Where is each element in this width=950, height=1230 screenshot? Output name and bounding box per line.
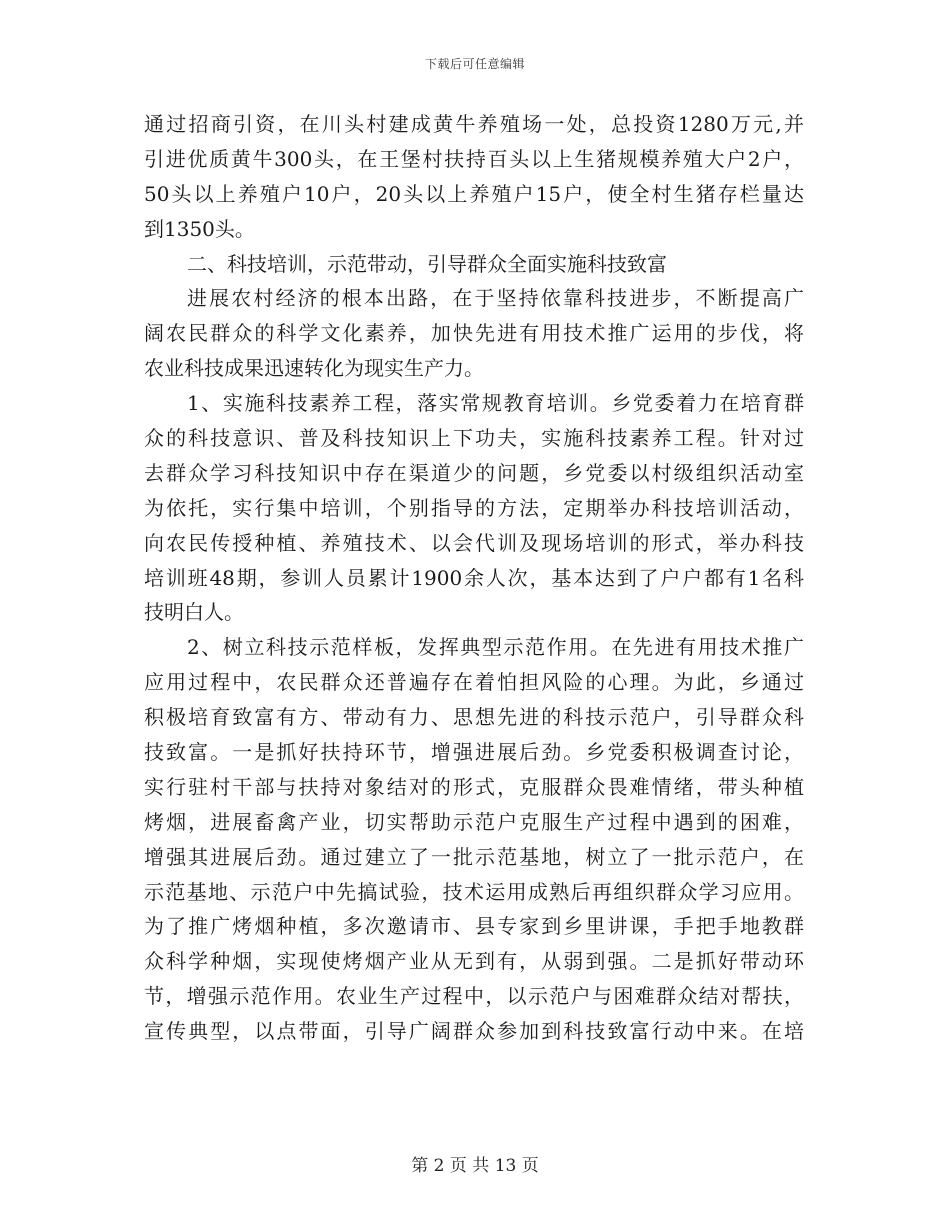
body-line: 2、树立科技示范样板，发挥典型示范作用。在先进有用技术推广 — [187, 635, 804, 660]
document-body — [144, 107, 804, 1049]
body-line: 技致富。一是抓好扶持环节，增强进展后劲。乡党委积极调查讨论， — [144, 740, 804, 765]
body-line: 烤烟，进展畜禽产业，切实帮助示范户克服生产过程中遇到的困难， — [144, 809, 804, 834]
body-line: 节，增强示范作用。农业生产过程中，以示范户与困难群众结对帮扶， — [144, 984, 804, 1009]
body-line: 通过招商引资，在川头村建成黄牛养殖场一处，总投资1280万元,并 — [144, 112, 804, 136]
body-line: 增强其进展后劲。通过建立了一批示范基地，树立了一批示范户，在 — [144, 844, 804, 869]
body-line: 技明白人。 — [144, 600, 244, 625]
body-line: 应用过程中，农民群众还普遍存在着怕担风险的心理。为此，乡通过 — [144, 670, 804, 695]
body-line: 1、实施科技素养工程，落实常规教育培训。乡党委着力在培育群 — [187, 391, 804, 416]
body-line: 阔农民群众的科学文化素养，加快先进有用技术推广运用的步伐，将 — [144, 321, 804, 346]
body-line: 进展农村经济的根本出路，在于坚持依靠科技进步，不断提高广 — [187, 286, 804, 311]
body-line: 引进优质黄牛300头，在王堡村扶持百头以上生猪规模养殖大户2户， — [144, 146, 804, 171]
body-line: 为依托，实行集中培训，个别指导的方法，定期举办科技培训活动， — [144, 495, 804, 520]
page-number-footer: 第 2 页 共 13 页 — [411, 1156, 539, 1176]
page-header: 下载后可任意编辑 — [424, 57, 525, 71]
body-line: 实行驻村干部与扶持对象结对的形式，克服群众畏难情绪，带头种植 — [144, 774, 804, 799]
body-line: 培训班48期，参训人员累计1900余人次，基本达到了户户都有1名科 — [144, 565, 804, 590]
body-line: 50头以上养殖户10户，20头以上养殖户15户，使全村生猪存栏量达 — [144, 181, 804, 206]
section-heading: 二、科技培训，示范带动，引导群众全面实施科技致富 — [187, 251, 667, 276]
body-line: 众科学种烟，实现使烤烟产业从无到有，从弱到强。二是抓好带动环 — [144, 949, 804, 974]
body-line: 积极培育致富有方、带动有力、思想先进的科技示范户，引导群众科 — [144, 705, 804, 730]
body-line: 向农民传授种植、养殖技术、以会代训及现场培训的形式，举办科技 — [144, 530, 804, 555]
body-line: 为了推广烤烟种植，多次邀请市、县专家到乡里讲课，手把手地教群 — [144, 914, 804, 939]
body-line: 宣传典型，以点带面，引导广阔群众参加到科技致富行动中来。在培 — [144, 1019, 804, 1044]
body-line: 去群众学习科技知识中存在渠道少的问题，乡党委以村级组织活动室 — [144, 460, 804, 485]
body-line: 到1350头。 — [144, 216, 255, 241]
body-line: 示范基地、示范户中先搞试验，技术运用成熟后再组织群众学习应用。 — [144, 879, 804, 904]
body-line: 众的科技意识、普及科技知识上下功夫，实施科技素养工程。针对过 — [144, 426, 804, 451]
body-line: 农业科技成果迅速转化为现实生产力。 — [144, 356, 484, 381]
